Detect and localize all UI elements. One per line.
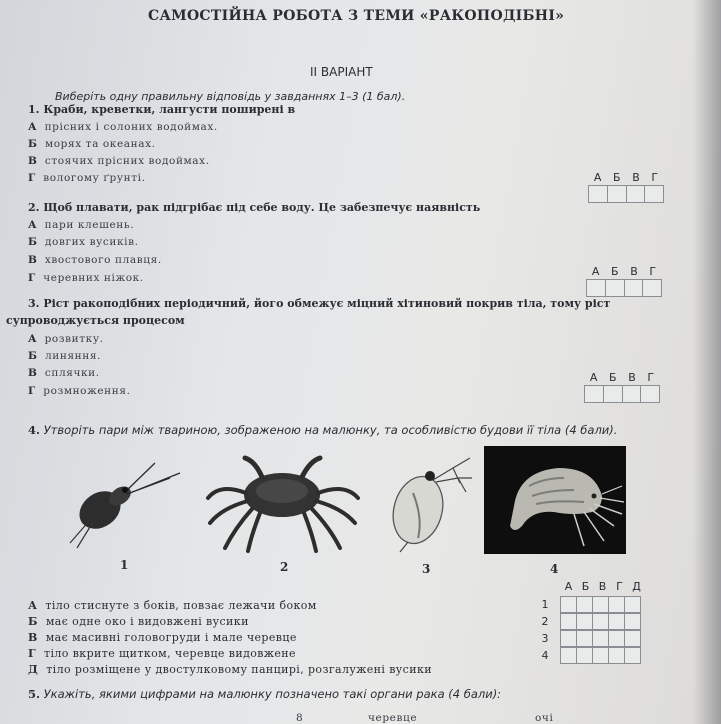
figure-2-crab — [200, 453, 365, 553]
instructions: Виберіть одну правильну відповідь у завданнях 1–3 (1 бал). — [55, 90, 406, 103]
q1-answer-box: А Б В Г — [588, 170, 664, 203]
q1-option-a[interactable]: А прісних і солоних водоймах. — [28, 121, 218, 133]
variant-label: II ВАРІАНТ — [310, 65, 373, 79]
page-title: САМОСТІЙНА РОБОТА З ТЕМИ «РАКОПОДІБНІ» — [148, 8, 565, 24]
q1-option-v[interactable]: В стоячих прісних водоймах. — [28, 155, 210, 167]
feature-v: В має масивні головогруди і мале черевце — [28, 631, 297, 644]
answer-cell[interactable] — [641, 386, 659, 402]
grid-cell[interactable] — [560, 613, 577, 630]
answer-cell[interactable] — [643, 280, 661, 296]
answer-cell[interactable] — [608, 186, 627, 202]
answer-cell[interactable] — [604, 386, 623, 402]
grid-cell[interactable] — [560, 596, 577, 613]
q2-option-g[interactable]: Г черевних ніжок. — [28, 272, 144, 284]
grid-cell[interactable] — [560, 647, 577, 664]
grid-cell[interactable] — [576, 596, 593, 613]
page-shadow — [693, 0, 721, 724]
answer-cell[interactable] — [606, 280, 625, 296]
question-5: 5. Укажіть, якими цифрами на малюнку позначено такі органи рака (4 бали): — [28, 687, 502, 701]
answer-cell[interactable] — [623, 386, 642, 402]
grid-cell[interactable] — [592, 647, 609, 664]
figure-4-amphipod — [484, 446, 626, 554]
grid-cell[interactable] — [576, 647, 593, 664]
q3-answer-box: А Б В Г — [584, 370, 660, 403]
bottom-label-abdomen: черевце — [368, 712, 418, 724]
answer-cell[interactable] — [589, 186, 608, 202]
feature-d: Д тіло розміщене у двостулковому панцирі, розгалужені вусики — [28, 663, 432, 676]
answer-cell[interactable] — [645, 186, 663, 202]
q2-option-v[interactable]: В хвостового плавця. — [28, 254, 162, 266]
answer-cell[interactable] — [625, 280, 644, 296]
figure-label-2: 2 — [280, 560, 289, 574]
q4-answer-grid: А Б В Г Д 1 2 3 4 — [541, 580, 641, 662]
grid-cell[interactable] — [592, 613, 609, 630]
figure-label-3: 3 — [422, 562, 431, 576]
grid-cell[interactable] — [608, 630, 625, 647]
figure-1-crustacean — [45, 448, 190, 553]
q3-option-a[interactable]: А розвитку. — [28, 333, 104, 345]
bottom-label-eyes: очі — [535, 712, 554, 724]
q2-answer-box: А Б В Г — [586, 264, 662, 297]
grid-cell[interactable] — [608, 647, 625, 664]
q2-option-b[interactable]: Б довгих вусиків. — [28, 236, 139, 248]
grid-cell[interactable] — [592, 630, 609, 647]
q3-option-v[interactable]: В сплячки. — [28, 367, 100, 379]
grid-cell[interactable] — [624, 630, 641, 647]
feature-b: Б має одне око і видовжені вусики — [28, 615, 249, 628]
answer-cell[interactable] — [587, 280, 606, 296]
q3-option-g[interactable]: Г розмноження. — [28, 385, 131, 397]
answer-cell[interactable] — [627, 186, 646, 202]
question-1: 1. Краби, креветки, лангусти поширені в — [28, 103, 296, 116]
figure-label-1: 1 — [120, 558, 129, 572]
q1-option-b[interactable]: Б морях та океанах. — [28, 138, 156, 150]
grid-cell[interactable] — [608, 613, 625, 630]
feature-g: Г тіло вкрите щитком, черевце видовжене — [28, 647, 296, 660]
figure-3-daphnia — [378, 448, 473, 553]
question-3-cont: супроводжується процесом — [6, 314, 185, 327]
grid-cell[interactable] — [560, 630, 577, 647]
bottom-number: 8 — [296, 712, 304, 724]
grid-cell[interactable] — [624, 647, 641, 664]
q2-option-a[interactable]: А пари клешень. — [28, 219, 135, 231]
figure-label-4: 4 — [550, 562, 559, 576]
grid-cell[interactable] — [608, 596, 625, 613]
q3-option-b[interactable]: Б линяння. — [28, 350, 102, 362]
question-3: 3. Ріст ракоподібних періодичний, його обмежує міцний хітиновий покрив тіла, тому ріст — [28, 297, 611, 310]
grid-cell[interactable] — [576, 630, 593, 647]
grid-cell[interactable] — [624, 596, 641, 613]
feature-a: А тіло стиснуте з боків, повзає лежачи боком — [28, 599, 317, 612]
grid-cell[interactable] — [624, 613, 641, 630]
answer-cell[interactable] — [585, 386, 604, 402]
question-4: 4. Утворіть пари між твариною, зображеною на малюнку, та особливістю будови її тіла (4 бали). — [28, 423, 618, 437]
question-2: 2. Щоб плавати, рак підгрібає під себе воду. Це забезпечує наявність — [28, 201, 481, 214]
grid-cell[interactable] — [576, 613, 593, 630]
grid-cell[interactable] — [592, 596, 609, 613]
q1-option-g[interactable]: Г вологому ґрунті. — [28, 172, 146, 184]
